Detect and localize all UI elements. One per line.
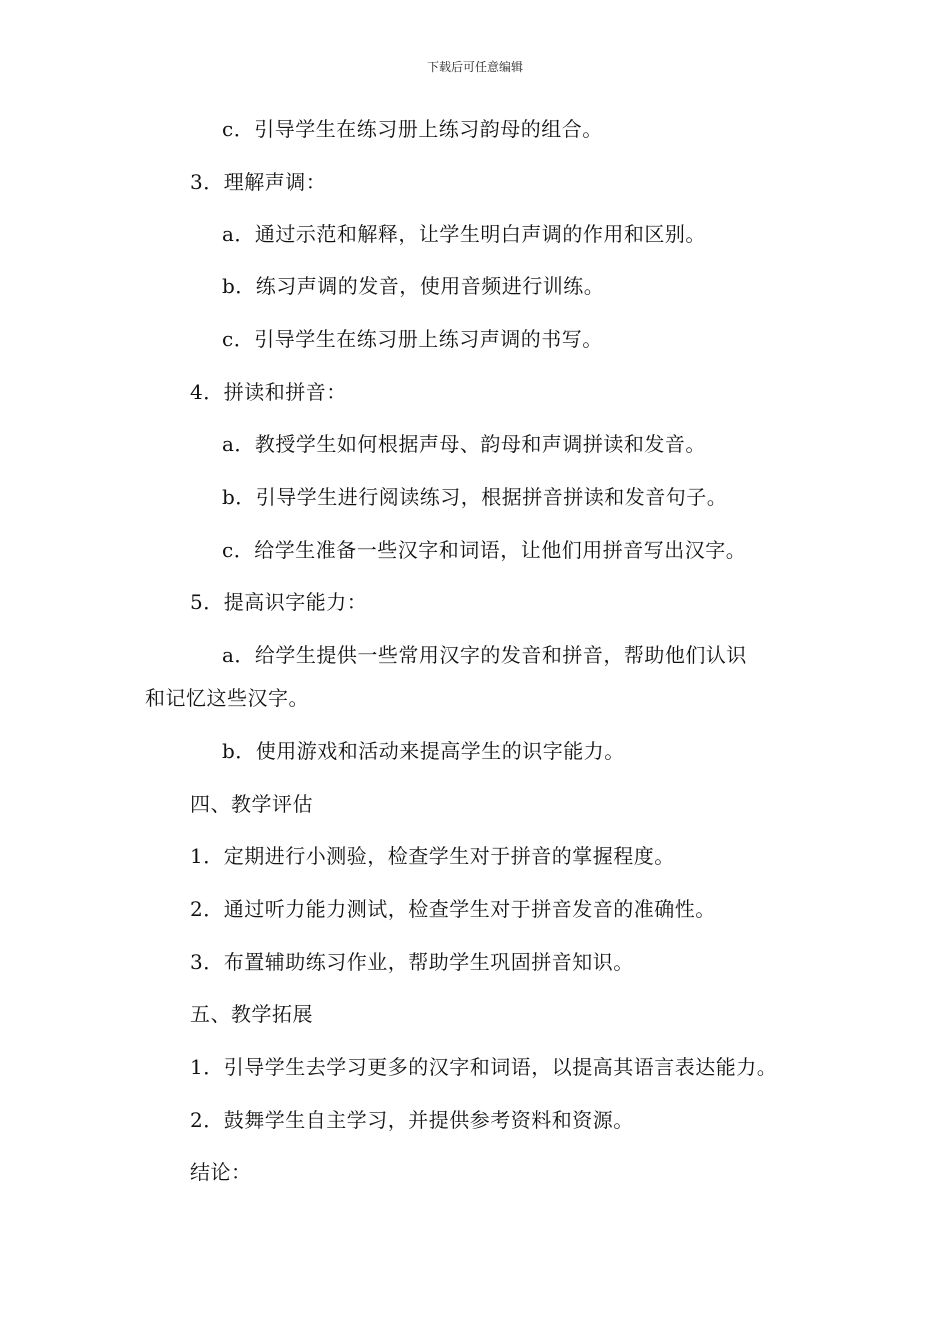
page-header: 下载后可任意编辑 [426,60,523,74]
list-item: b．练习声调的发音，使用音频进行训练。 [222,274,605,298]
list-item: 4．拼读和拼音： [190,380,347,404]
list-item: 2．鼓舞学生自主学习，并提供参考资料和资源。 [190,1108,634,1132]
list-item: 1．定期进行小测验，检查学生对于拼音的掌握程度。 [190,844,675,868]
list-item: 3．理解声调： [190,170,327,194]
list-item: 3．布置辅助练习作业，帮助学生巩固拼音知识。 [190,950,634,974]
conclusion-heading: 结论： [190,1160,252,1184]
list-item: 1．引导学生去学习更多的汉字和词语，以提高其语言表达能力。 [190,1055,778,1079]
list-item: a．通过示范和解释，让学生明白声调的作用和区别。 [222,222,706,246]
section-heading: 四、教学评估 [190,792,313,816]
list-item: c．引导学生在练习册上练习声调的书写。 [222,327,603,351]
section-heading: 五、教学拓展 [190,1002,313,1026]
list-item: a．教授学生如何根据声母、韵母和声调拼读和发音。 [222,432,706,456]
list-item: b．使用游戏和活动来提高学生的识字能力。 [222,739,625,763]
list-item: a．给学生提供一些常用汉字的发音和拼音，帮助他们认识 [222,643,747,667]
list-item: 2．通过听力能力测试，检查学生对于拼音发音的准确性。 [190,897,716,921]
list-item: b．引导学生进行阅读练习，根据拼音拼读和发音句子。 [222,485,728,509]
list-item: c．给学生准备一些汉字和词语，让他们用拼音写出汉字。 [222,538,747,562]
list-item: 5．提高识字能力： [190,590,368,614]
list-item-continuation: 和记忆这些汉字。 [145,686,309,710]
list-item: c．引导学生在练习册上练习韵母的组合。 [222,117,603,141]
